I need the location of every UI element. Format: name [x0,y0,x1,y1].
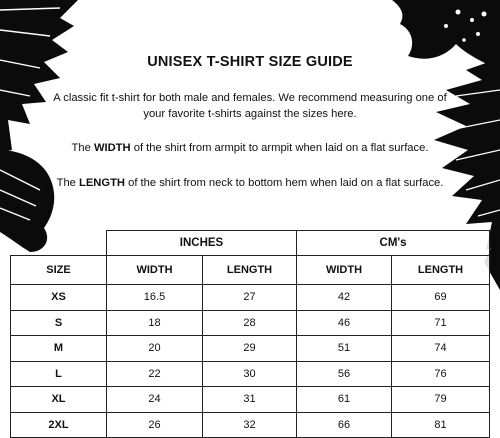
length-inches-cell: 31 [203,387,297,413]
size-cell: M [11,336,107,362]
length-cm-cell: 69 [392,285,490,311]
table-row [11,285,490,311]
size-cell: S [11,310,107,336]
length-instruction [0,177,500,189]
table-row [11,336,490,362]
width-suffix: of the shirt from armpit to armpit when laid on a flat surface. [130,142,429,154]
col-length-inches: LENGTH [203,256,297,285]
table-column-header [11,256,490,285]
length-inches-cell: 32 [203,412,297,438]
width-inches-cell: 18 [107,310,203,336]
length-cm-cell: 71 [392,310,490,336]
width-prefix: The [71,142,94,154]
length-keyword: LENGTH [79,177,125,189]
size-cell: XS [11,285,107,311]
size-table [10,230,490,438]
length-inches-cell: 29 [203,336,297,362]
table-row [11,310,490,336]
intro-line-2: your favorite t-shirts against the sizes here. [143,108,357,120]
intro-line-1: A classic fit t-shirt for both male and females. We recommend measuring one of [53,92,447,104]
col-width-inches: WIDTH [107,256,203,285]
width-cm-cell: 66 [297,412,392,438]
width-cm-cell: 61 [297,387,392,413]
size-cell: L [11,361,107,387]
intro-text [0,90,500,122]
inches-header: INCHES [107,231,297,256]
width-inches-cell: 16.5 [107,285,203,311]
col-size: SIZE [11,256,107,285]
page-title: UNISEX T-SHIRT SIZE GUIDE [147,54,353,70]
table-row [11,387,490,413]
length-inches-cell: 28 [203,310,297,336]
size-cell: 2XL [11,412,107,438]
width-instruction [0,142,500,154]
length-cm-cell: 79 [392,387,490,413]
size-cell: XL [11,387,107,413]
length-cm-cell: 76 [392,361,490,387]
width-inches-cell: 20 [107,336,203,362]
col-length-cm: LENGTH [392,256,490,285]
table-group-header [11,231,490,256]
table-row [11,361,490,387]
width-inches-cell: 26 [107,412,203,438]
cms-header: CM's [297,231,490,256]
blank-corner [11,231,107,256]
width-cm-cell: 51 [297,336,392,362]
length-inches-cell: 27 [203,285,297,311]
col-width-cm: WIDTH [297,256,392,285]
length-cm-cell: 74 [392,336,490,362]
length-prefix: The [56,177,79,189]
width-keyword: WIDTH [93,142,131,154]
length-cm-cell: 81 [392,412,490,438]
width-inches-cell: 22 [107,361,203,387]
width-cm-cell: 42 [297,285,392,311]
length-suffix: of the shirt from neck to bottom hem when laid on a flat surface. [125,177,444,189]
width-cm-cell: 56 [297,361,392,387]
width-cm-cell: 46 [297,310,392,336]
width-inches-cell: 24 [107,387,203,413]
length-inches-cell: 30 [203,361,297,387]
